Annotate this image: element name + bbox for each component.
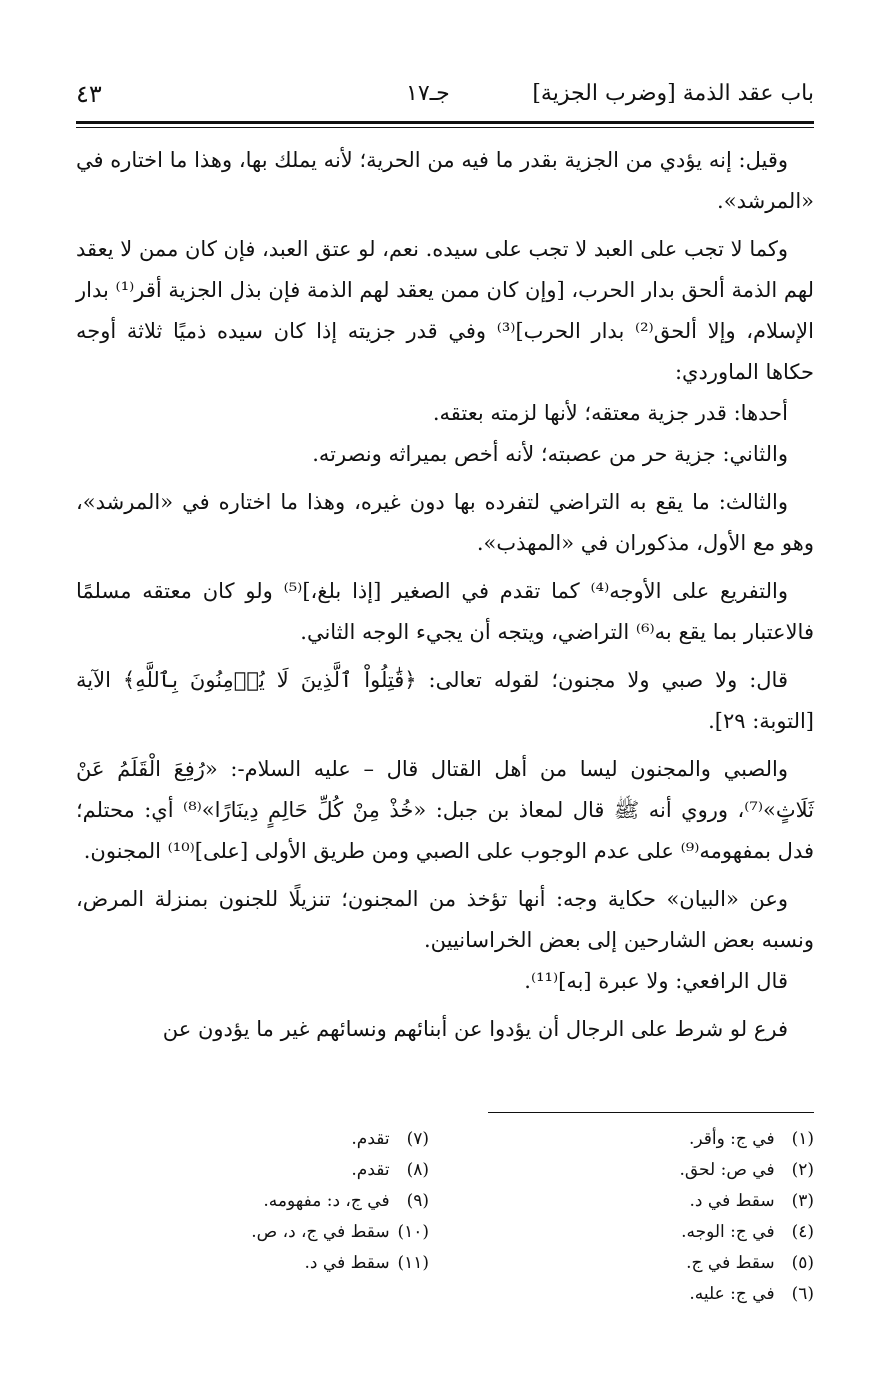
footnote xyxy=(484,1248,814,1279)
footnote-text: سقط في ج. xyxy=(686,1253,775,1273)
footnote-number: (٦) xyxy=(791,1284,814,1304)
paragraph: والثاني: جزية حر من عصبته؛ لأنه أخص بميراثه ونصرته. xyxy=(312,442,788,466)
chapter-title: باب عقد الذمة [وضرب الجزية] xyxy=(532,81,814,106)
paragraph: والثالث: ما يقع به التراضي لتفرده بها دون غيره، وهذا ما اختاره في «المرشد»، وهو مع الأول، مذكوران في «المهذب». xyxy=(76,490,814,555)
footnotes-column-right xyxy=(484,1124,814,1310)
paragraph: والتفريع على الأوجه⁽⁴⁾ كما تقدم في الصغير [إذا بلغ،]⁽⁵⁾ ولو كان معتقه مسلمًا فالاعتبار بما يقع به⁽⁶⁾ التراضي، ويتجه أن يجيء الوجه الثاني. xyxy=(76,579,814,644)
footnote-number: (٣) xyxy=(791,1191,814,1211)
footnote-number: (١) xyxy=(791,1129,814,1149)
footnote-separator xyxy=(488,1112,814,1113)
header-rule-thick xyxy=(76,121,814,124)
footnote-text: تقدم. xyxy=(351,1160,390,1180)
footnote-number: (٧) xyxy=(406,1129,429,1149)
footnote xyxy=(484,1217,814,1248)
footnote xyxy=(129,1124,429,1155)
footnote-number: (١٠) xyxy=(397,1222,429,1242)
paragraph: قال: ولا صبي ولا مجنون؛ لقوله تعالى: ﴿قَٰتِلُواْ ٱلَّذِينَ لَا يُؤۡمِنُونَ بِٱللَّهِ﴾ الآية [التوبة: ٢٩]. xyxy=(76,668,814,733)
footnote-number: (٥) xyxy=(791,1253,814,1273)
paragraph: وعن «البيان» حكاية وجه: أنها تؤخذ من المجنون؛ تنزيلًا للجنون بمنزلة المرض، ونسبه بعض الشارحين إلى بعض الخراسانيين. xyxy=(76,887,814,952)
footnote-number: (٢) xyxy=(791,1160,814,1180)
footnote-number: (١١) xyxy=(397,1253,429,1273)
footnote xyxy=(129,1186,429,1217)
footnote xyxy=(129,1155,429,1186)
volume-label: جـ١٧ xyxy=(406,81,450,106)
footnote xyxy=(129,1248,429,1279)
footnote-text: سقط في ج، د، ص. xyxy=(251,1222,390,1242)
header-rule-thin xyxy=(76,127,814,128)
footnote xyxy=(129,1217,429,1248)
footnote xyxy=(484,1124,814,1155)
footnote-number: (٩) xyxy=(406,1191,429,1211)
paragraph: أحدها: قدر جزية معتقه؛ لأنها لزمته بعتقه. xyxy=(432,401,788,425)
footnote-number: (٨) xyxy=(406,1160,429,1180)
footnote xyxy=(484,1155,814,1186)
footnote-text: في ص: لحق. xyxy=(679,1160,775,1180)
page-number: ٤٣ xyxy=(76,80,102,108)
paragraph: قال الرافعي: ولا عبرة [به]⁽¹¹⁾. xyxy=(524,969,788,993)
paragraph: وقيل: إنه يؤدي من الجزية بقدر ما فيه من الحرية؛ لأنه يملك بها، وهذا ما اختاره في «المرشد». xyxy=(76,148,814,213)
main-text xyxy=(76,140,814,1050)
footnote-text: في ج، د: مفهومه. xyxy=(263,1191,390,1211)
footnote-text: سقط في د. xyxy=(689,1191,775,1211)
footnote-text: في ج: عليه. xyxy=(689,1284,775,1304)
footnote-text: في ج: وأقر. xyxy=(688,1129,775,1149)
paragraph: والصبي والمجنون ليسا من أهل القتال قال – عليه السلام-: «رُفِعَ الْقَلَمُ عَنْ ثَلَاثٍ»⁽⁷⁾، وروي أنه ﷺ قال لمعاذ بن جبل: «خُذْ مِنْ كُلِّ حَالِمٍ دِينَارًا»⁽⁸⁾ أي: محتلم؛ فدل بمفهومه⁽⁹⁾ على عدم الوجوب على الصبي ومن طريق الأولى [على]⁽¹⁰⁾ المجنون. xyxy=(76,757,814,863)
page-header xyxy=(76,74,814,114)
footnote-text: تقدم. xyxy=(351,1129,390,1149)
paragraph: وكما لا تجب على العبد لا تجب على سيده. نعم، لو عتق العبد، فإن كان ممن لا يعقد لهم الذمة ألحق بدار الحرب، [وإن كان ممن يعقد لهم الذمة فإن بذل الجزية أقر⁽¹⁾ بدار الإسلام، وإلا ألحق⁽²⁾ بدار الحرب]⁽³⁾ وفي قدر جزيته إذا كان سيده ذميًا ثلاثة أوجه حكاها الماوردي: xyxy=(76,237,814,384)
footnote-number: (٤) xyxy=(791,1222,814,1242)
footnotes-column-left xyxy=(129,1124,429,1279)
footnote-text: سقط في د. xyxy=(304,1253,390,1273)
footnote-text: في ج: الوجه. xyxy=(681,1222,775,1242)
footnote xyxy=(484,1186,814,1217)
paragraph: فرع لو شرط على الرجال أن يؤدوا عن أبنائهم ونسائهم غير ما يؤدون عن xyxy=(162,1017,788,1041)
footnote xyxy=(484,1279,814,1310)
